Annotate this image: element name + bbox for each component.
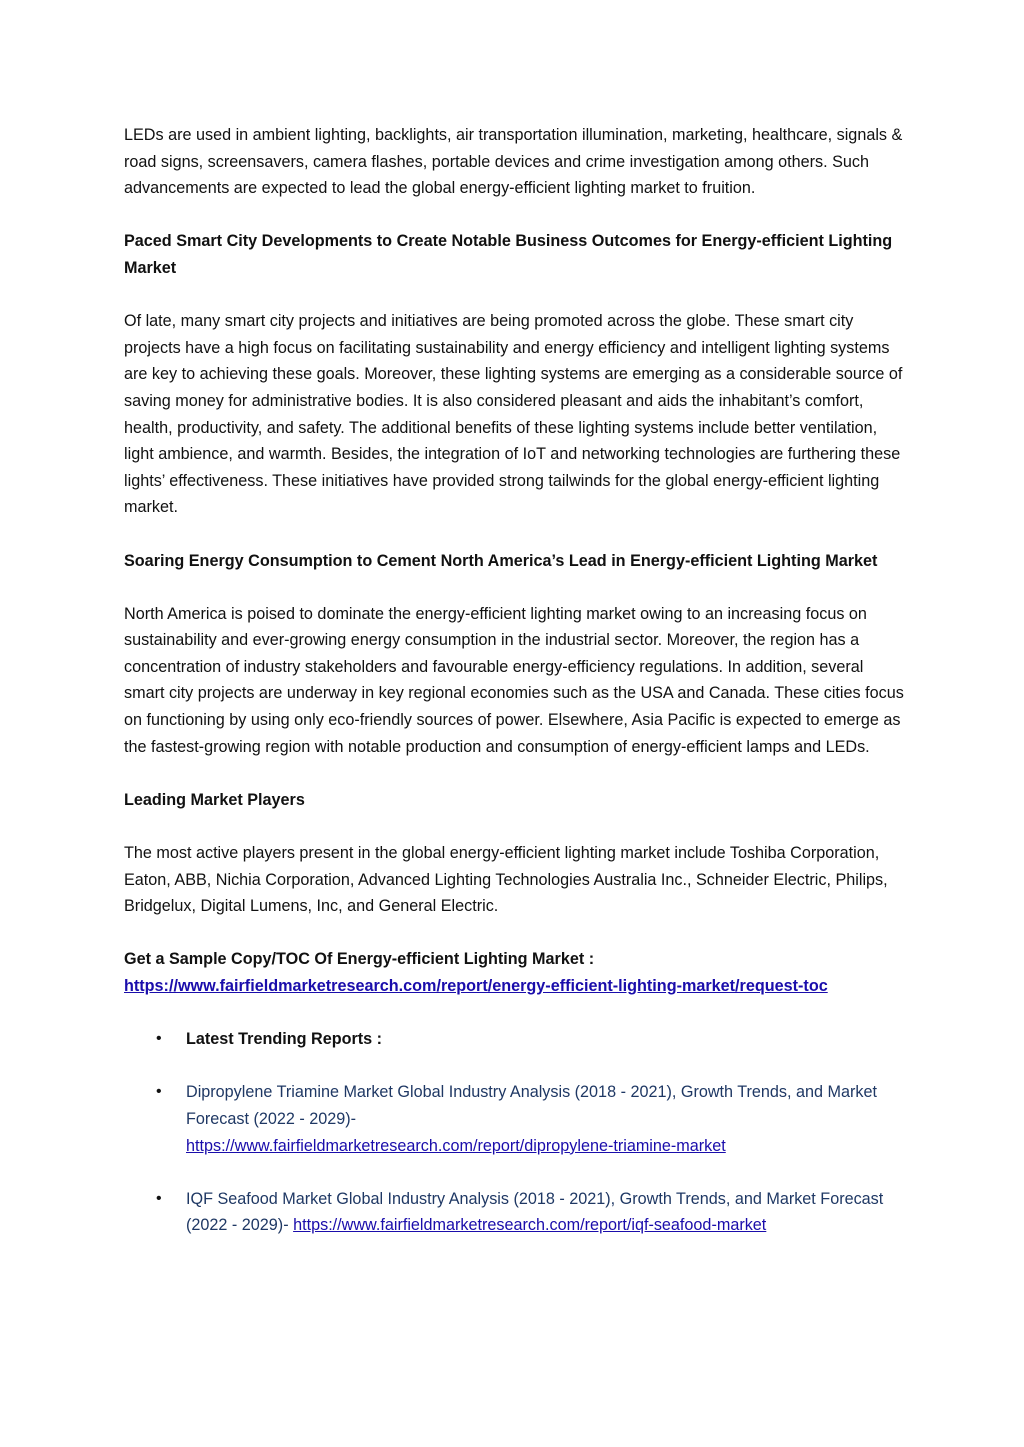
smart-city-heading: Paced Smart City Developments to Create Notable Business Outcomes for Energy-efficient Lighting Market [124, 232, 893, 277]
market-players-paragraph: The most active players present in the global energy-efficient lighting market include Toshiba Corporation, Eaton, ABB, Nichia Corporation, Advanced Lighting Technologies Australia Inc., Schneider Electric, Philips, Bridgelux, Digital Lumens, Inc, and General Electric. [124, 844, 888, 916]
report-title: IQF Seafood Market Global Industry Analysis (2018 - 2021), Growth Trends, and Market Forecast (2022 - 2029)- [186, 1189, 884, 1235]
trending-reports-label: Latest Trending Reports : [186, 1030, 383, 1049]
sample-copy-block [124, 946, 904, 999]
market-players-heading: Leading Market Players [124, 790, 305, 809]
sample-copy-label: Get a Sample Copy/TOC Of Energy-efficient Lighting Market : [124, 950, 595, 969]
report-link[interactable]: https://www.fairfieldmarketresearch.com/report/dipropylene-triamine-market [186, 1136, 726, 1155]
list-item [124, 1186, 904, 1239]
sample-copy-link[interactable]: https://www.fairfieldmarketresearch.com/report/energy-efficient-lighting-market/request-toc [124, 977, 828, 995]
report-link[interactable]: https://www.fairfieldmarketresearch.com/report/iqf-seafood-market [293, 1216, 767, 1235]
intro-paragraph: LEDs are used in ambient lighting, backlights, air transportation illumination, marketing, healthcare, signals & road signs, screensavers, camera flashes, portable devices and crime investigation among others. Such advancements are expected to lead the global energy-efficient lighting market to fruition. [124, 126, 903, 198]
document-page [124, 122, 904, 1266]
list-item [124, 1079, 904, 1159]
trending-reports-list [124, 1026, 904, 1239]
list-item [124, 1026, 904, 1053]
report-title: Dipropylene Triamine Market Global Industry Analysis (2018 - 2021), Growth Trends, and Market Forecast (2022 - 2029)- [186, 1083, 877, 1128]
north-america-paragraph: North America is poised to dominate the energy-efficient lighting market owing to an increasing focus on sustainability and ever-growing energy consumption in the industrial sector. Moreover, the region has a concentration of industry stakeholders and favourable energy-efficiency regulations. In addition, several smart city projects are underway in key regional economies such as the USA and Canada. These cities focus on functioning by using only eco-friendly sources of power. Elsewhere, Asia Pacific is expected to emerge as the fastest-growing region with notable production and consumption of energy-efficient lamps and LEDs. [124, 604, 904, 756]
north-america-heading: Soaring Energy Consumption to Cement North America’s Lead in Energy-efficient Lighting Market [124, 551, 878, 570]
bullet-icon: • [156, 1083, 162, 1101]
smart-city-paragraph: Of late, many smart city projects and initiatives are being promoted across the globe. These smart city projects have a high focus on facilitating sustainability and energy efficiency and intelligent lighting systems are key to achieving these goals. Moreover, these lighting systems are emerging as a considerable source of saving money for administrative bodies. It is also considered pleasant and aids the inhabitant’s comfort, health, productivity, and safety. The additional benefits of these lighting systems include better ventilation, light ambience, and warmth. Besides, the integration of IoT and networking technologies are furthering these lights’ effectiveness. These initiatives have provided strong tailwinds for the global energy-efficient lighting market. [124, 312, 903, 517]
bullet-icon: • [156, 1030, 162, 1048]
bullet-icon: • [156, 1189, 162, 1207]
